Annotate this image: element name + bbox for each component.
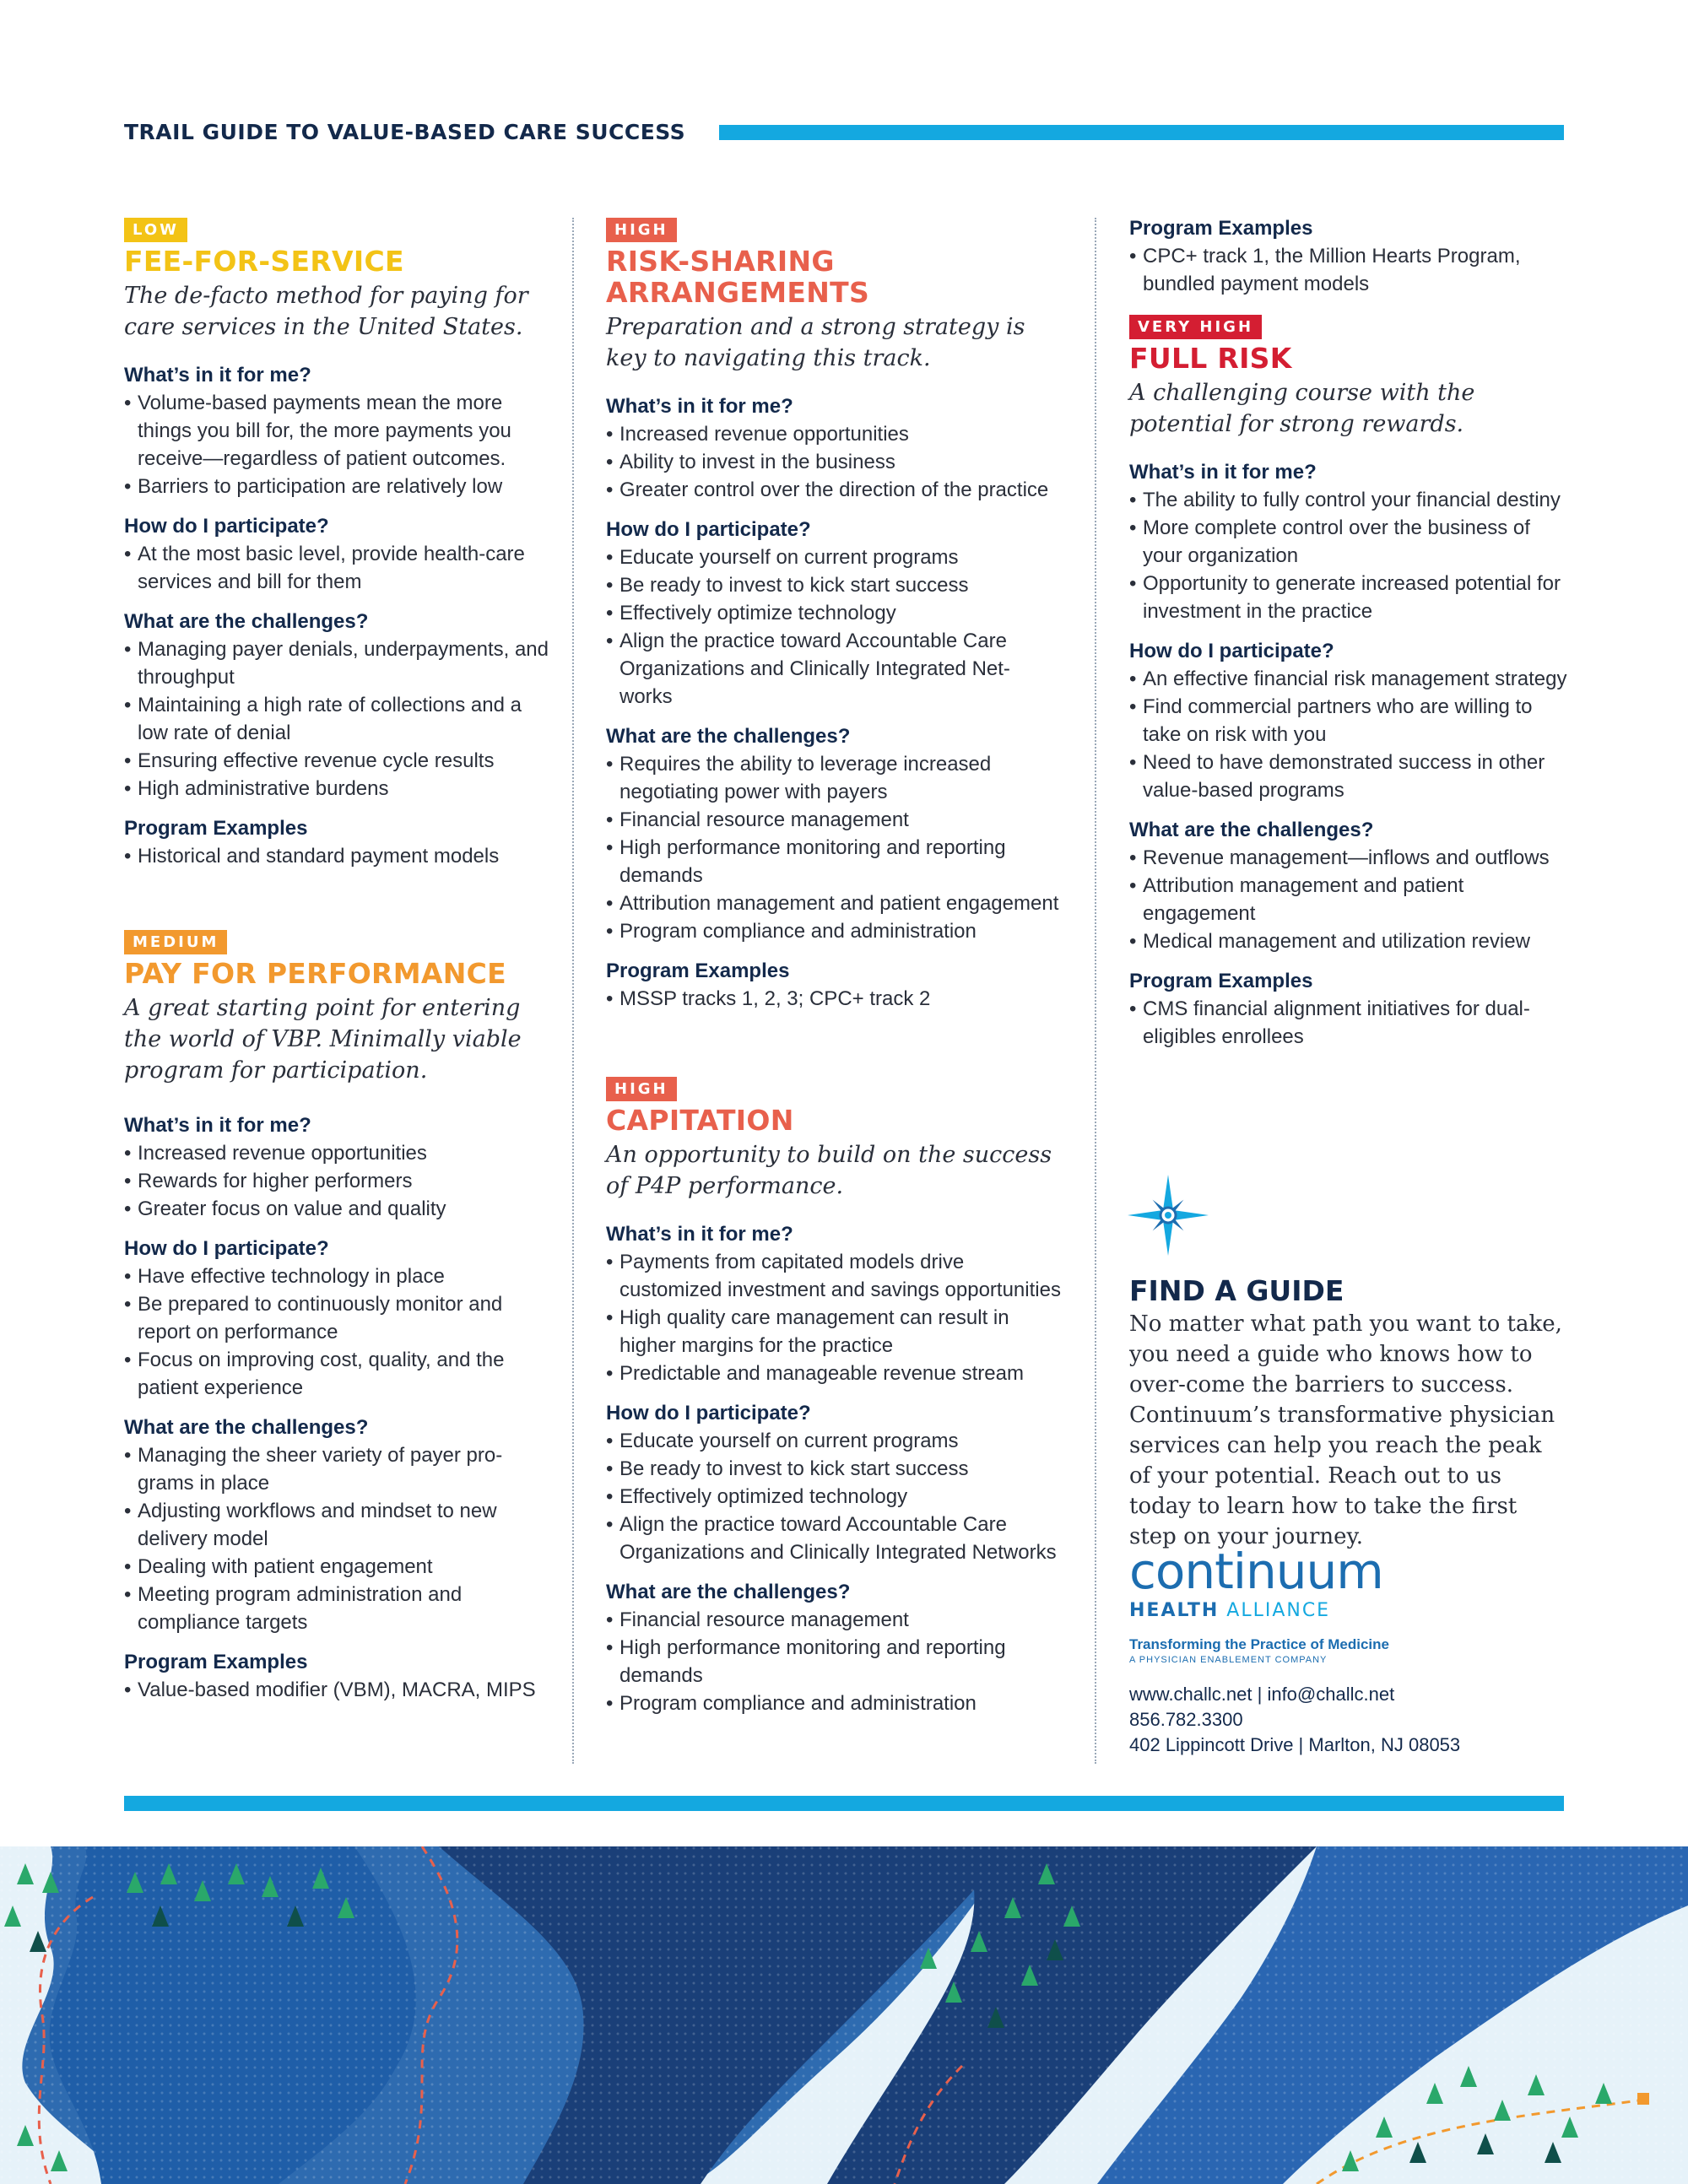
risk-badge-very-high: VERY HIGH xyxy=(1129,315,1262,339)
bullet-list xyxy=(1129,995,1568,1051)
risk-badge-high: HIGH xyxy=(606,1077,677,1101)
group-heading: How do I participate? xyxy=(606,518,811,541)
list-item: • Value-based modifier (VBM), MACRA, MIPS xyxy=(124,1676,555,1704)
bullet-list xyxy=(1129,242,1568,298)
list-item: • At the most basic level, provide health-care services and bill for them xyxy=(124,540,555,596)
bullet-list xyxy=(606,1606,1062,1717)
list-item: • Program compliance and administration xyxy=(606,1689,1062,1717)
list-item: • High administrative burdens xyxy=(124,775,555,803)
section-tagline: An opportunity to build on the success of P4P performance. xyxy=(606,1142,1052,1199)
group-heading: Program Examples xyxy=(606,960,790,982)
trail-map-illustration xyxy=(0,1846,1688,2184)
list-item: • Historical and standard payment models xyxy=(124,842,555,870)
bullet-list xyxy=(124,1676,555,1704)
group-heading: Program Examples xyxy=(1129,970,1313,992)
list-item: • Attribution management and patient engagement xyxy=(1129,872,1568,927)
logo-tagline-small: A PHYSICIAN ENABLEMENT COMPANY xyxy=(1129,1655,1328,1665)
bullet-list xyxy=(606,543,1062,711)
list-item: • Be ready to invest to kick start success xyxy=(606,571,1062,599)
bullet-list xyxy=(124,842,555,870)
list-item: • Maintaining a high rate of collections and a low rate of denial xyxy=(124,691,555,747)
header-accent-bar xyxy=(719,125,1564,140)
list-item: • Be ready to invest to kick start success xyxy=(606,1455,1062,1483)
section-tagline: Preparation and a strong strategy is key to navigating this track. xyxy=(606,314,1025,371)
list-item: • Effectively optimize technology xyxy=(606,599,1062,627)
list-item: • MSSP tracks 1, 2, 3; CPC+ track 2 xyxy=(606,985,1062,1013)
list-item: • More complete control over the business of your organization xyxy=(1129,514,1568,570)
section-tagline: A great starting point for entering the world of VBP. Minimally viable program for participation. xyxy=(124,995,522,1084)
section-groups xyxy=(124,361,555,870)
bullet-list xyxy=(124,1262,555,1402)
list-item: • Need to have demonstrated success in other value-based programs xyxy=(1129,749,1568,804)
section-groups xyxy=(124,1111,555,1704)
list-item: • Financial resource management xyxy=(606,806,1062,834)
list-item: • Increased revenue opportunities xyxy=(606,420,1062,448)
bullet-list xyxy=(124,1441,555,1636)
list-item: • Managing payer denials, underpayments, and throughput xyxy=(124,635,555,691)
group-heading: Program Examples xyxy=(124,1651,308,1673)
list-item: • Dealing with patient engagement xyxy=(124,1553,555,1581)
list-item: • Program compliance and administration xyxy=(606,917,1062,945)
logo-subtitle xyxy=(1129,1600,1568,1621)
section-tagline: The de-facto method for paying for care services in the United States. xyxy=(124,283,528,340)
list-item: • High performance monitoring and reporting demands xyxy=(606,834,1062,889)
compass-star-icon xyxy=(1128,1175,1209,1256)
group-heading: What are the challenges? xyxy=(124,1416,369,1439)
section-groups xyxy=(1129,214,1568,298)
bullet-list xyxy=(1129,486,1568,625)
section-capitation xyxy=(606,1077,1062,1729)
bullet-list xyxy=(606,420,1062,504)
group-heading: How do I participate? xyxy=(606,1402,811,1424)
list-item: • Increased revenue opportunities xyxy=(124,1139,555,1167)
group-heading: What’s in it for me? xyxy=(124,364,311,387)
group-heading: Program Examples xyxy=(1129,217,1313,240)
section-title: PAY FOR PERFORMANCE xyxy=(124,957,507,990)
list-item: • Ability to invest in the business xyxy=(606,448,1062,476)
risk-badge-medium: MEDIUM xyxy=(124,930,227,954)
column-1 xyxy=(124,218,555,1701)
column-divider xyxy=(1095,218,1096,1764)
list-item: • Volume-based payments mean the more things you bill for, the more payments you receive—regardless of patient outcomes. xyxy=(124,389,555,473)
group-heading: What are the challenges? xyxy=(124,610,369,633)
list-item: • Adjusting workflows and mindset to new delivery model xyxy=(124,1497,555,1553)
list-item: • Educate yourself on current programs xyxy=(606,543,1062,571)
bullet-list xyxy=(124,540,555,596)
contact-phone: 856.782.3300 xyxy=(1129,1709,1243,1730)
list-item: • Find commercial partners who are willing to take on risk with you xyxy=(1129,693,1568,749)
group-heading: How do I participate? xyxy=(124,515,329,538)
column-3 xyxy=(1129,214,1568,1062)
section-title: FULL RISK xyxy=(1129,342,1292,375)
group-heading: What’s in it for me? xyxy=(124,1114,311,1137)
logo-tagline: Transforming the Practice of Medicine xyxy=(1129,1636,1389,1652)
continuum-logo xyxy=(1129,1543,1568,1758)
logo-wordmark: continuum xyxy=(1129,1543,1383,1600)
risk-badge-high: HIGH xyxy=(606,218,677,242)
column-divider xyxy=(572,218,574,1764)
bullet-list xyxy=(124,1139,555,1223)
list-item: • Meeting program administration and compliance targets xyxy=(124,1581,555,1636)
section-groups xyxy=(1129,458,1568,1051)
column-2 xyxy=(606,218,1062,1715)
group-heading: What are the challenges? xyxy=(606,1581,851,1603)
list-item: • Payments from capitated models drive customized investment and savings opportunities xyxy=(606,1248,1062,1304)
section-risk-sharing xyxy=(606,218,1062,1013)
bullet-list xyxy=(1129,844,1568,955)
bullet-list xyxy=(606,1427,1062,1566)
group-heading: What are the challenges? xyxy=(606,725,851,748)
list-item: • Revenue management—inflows and outflows xyxy=(1129,844,1568,872)
contact-info xyxy=(1129,1682,1568,1758)
section-groups xyxy=(606,392,1062,1013)
bullet-list xyxy=(606,985,1062,1013)
list-item: • Effectively optimized technology xyxy=(606,1483,1062,1511)
group-heading: Program Examples xyxy=(124,817,308,840)
list-item: • Medical management and utilization review xyxy=(1129,927,1568,955)
list-item: • CMS financial alignment initiatives for dual-eligibles enrollees xyxy=(1129,995,1568,1051)
group-heading: How do I participate? xyxy=(1129,640,1334,662)
logo-subtitle-light: ALLIANCE xyxy=(1226,1600,1331,1621)
section-groups xyxy=(606,1220,1062,1717)
list-item: • Opportunity to generate increased potential for investment in the practice xyxy=(1129,570,1568,625)
section-title: CAPITATION xyxy=(606,1104,794,1137)
list-item: • Predictable and manageable revenue stream xyxy=(606,1360,1062,1387)
group-heading: What are the challenges? xyxy=(1129,819,1374,841)
list-item: • Educate yourself on current programs xyxy=(606,1427,1062,1455)
bullet-list xyxy=(606,1248,1062,1387)
footer-accent-bar xyxy=(124,1796,1564,1811)
list-item: • Ensuring effective revenue cycle results xyxy=(124,747,555,775)
list-item: • Focus on improving cost, quality, and the patient experience xyxy=(124,1346,555,1402)
list-item: • Requires the ability to leverage increased negotiating power with payers xyxy=(606,750,1062,806)
list-item: • Attribution management and patient engagement xyxy=(606,889,1062,917)
logo-subtitle-bold: HEALTH xyxy=(1129,1600,1220,1621)
bullet-list xyxy=(606,750,1062,945)
list-item: • The ability to fully control your financial destiny xyxy=(1129,486,1568,514)
list-item: • CPC+ track 1, the Million Hearts Program, bundled payment models xyxy=(1129,242,1568,298)
find-a-guide-title: FIND A GUIDE xyxy=(1129,1274,1344,1307)
list-item: • An effective financial risk management strategy xyxy=(1129,665,1568,693)
page-header-title: TRAIL GUIDE TO VALUE-BASED CARE SUCCESS xyxy=(124,120,686,144)
list-item: • Financial resource management xyxy=(606,1606,1062,1634)
group-heading: What’s in it for me? xyxy=(606,1223,793,1246)
bullet-list xyxy=(1129,665,1568,804)
contact-web-email[interactable]: www.challc.net | info@challc.net xyxy=(1129,1684,1395,1705)
find-a-guide xyxy=(1129,1274,1568,1552)
group-heading: What’s in it for me? xyxy=(606,395,793,418)
contact-address: 402 Lippincott Drive | Marlton, NJ 08053 xyxy=(1129,1734,1461,1755)
list-item: • High performance monitoring and reporting demands xyxy=(606,1634,1062,1689)
list-item: • Rewards for higher performers xyxy=(124,1167,555,1195)
section-tagline: A challenging course with the potential for strong rewards. xyxy=(1129,380,1475,437)
group-heading: What’s in it for me? xyxy=(1129,461,1317,484)
list-item: • Align the practice toward Accountable Care Organizations and Clinically Integrated Net-works xyxy=(606,627,1062,711)
section-capitation-examples xyxy=(1129,214,1568,298)
section-full-risk xyxy=(1129,315,1568,1051)
list-item: • High quality care management can result in higher margins for the practice xyxy=(606,1304,1062,1360)
bullet-list xyxy=(124,635,555,803)
section-title: RISK-SHARING ARRANGEMENTS xyxy=(606,245,870,309)
list-item: • Be prepared to continuously monitor and report on performance xyxy=(124,1290,555,1346)
group-heading: How do I participate? xyxy=(124,1237,329,1260)
bullet-list xyxy=(124,389,555,500)
section-fee-for-service xyxy=(124,218,555,870)
list-item: • Managing the sheer variety of payer pro-grams in place xyxy=(124,1441,555,1497)
section-pay-for-performance xyxy=(124,930,555,1716)
section-title: FEE-FOR-SERVICE xyxy=(124,245,404,278)
list-item: • Align the practice toward Accountable Care Organizations and Clinically Integrated Networks xyxy=(606,1511,1062,1566)
list-item: • Greater control over the direction of the practice xyxy=(606,476,1062,504)
list-item: • Have effective technology in place xyxy=(124,1262,555,1290)
list-item: • Greater focus on value and quality xyxy=(124,1195,555,1223)
list-item: • Barriers to participation are relatively low xyxy=(124,473,555,500)
find-a-guide-body: No matter what path you want to take, you need a guide who knows how to over-come the barriers to success. Continuum’s transformative physician services can help you reach the peak of your potential. Reach out to us today to learn how to take the first step on your journey. xyxy=(1129,1311,1562,1549)
risk-badge-low: LOW xyxy=(124,218,187,242)
